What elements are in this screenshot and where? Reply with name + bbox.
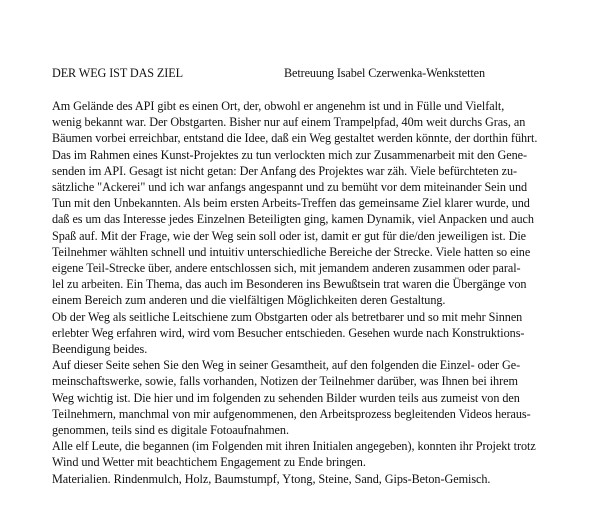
text-line: Am Gelände des API gibt es einen Ort, der, obwohl er angenehm ist und in Fülle und Vielfalt, bbox=[52, 99, 505, 113]
text-line: senden im API. Gesagt ist nicht getan: Der Anfang des Projektes war zäh. Viele befürchteten zu- bbox=[52, 163, 518, 178]
text-line: Wind und Wetter mit beachtichem Engagement zu Ende bringen. bbox=[52, 455, 366, 470]
text-line: Das im Rahmen eines Kunst-Projektes zu tun verlockten mich zur Zusammenarbeit mit den Gene- bbox=[52, 147, 528, 162]
body-text bbox=[52, 98, 572, 487]
document-title: DER WEG IST DAS ZIEL bbox=[52, 66, 183, 80]
text-line: Alle elf Leute, die begannen (im Folgenden mit ihren Initialen angegeben), konnten ihr Projekt trotz bbox=[52, 439, 536, 454]
text-line: Weg wichtig ist. Die hier und im folgenden zu sehenden Bilder wurden teils aus zumeist von den bbox=[52, 390, 520, 405]
text-line: daß es um das Interesse jedes Einzelnen Beteiligten ging, kamen Dynamik, viel Anpacken und auch bbox=[52, 212, 534, 227]
text-line: wenig bekannt war. Der Obstgarten. Bisher nur auf einem Trampelpfad, 40m weit durchs Gras, an bbox=[52, 115, 526, 130]
text-line: sätzliche "Ackerei" und ich war anfangs angespannt und zu bemüht vor dem miteinander Sein und bbox=[52, 180, 528, 195]
text-line: Ob der Weg als seitliche Leitschiene zum Obstgarten oder als betretbarer und so mit mehr Sinnen bbox=[52, 309, 523, 324]
text-line: Spaß auf. Mit der Frage, wie der Weg sein soll oder ist, damit er gut für die/den jeweiligen ist. Die bbox=[52, 228, 527, 243]
text-line: Bäumen vorbei erreichbar, entstand die Idee, daß ein Weg gestaltet werden könnte, der dorthin führt. bbox=[52, 131, 538, 146]
text-line: Teilnehmern, manchmal von mir aufgenommenen, den Arbeitsprozess begleitenden Videos heraus- bbox=[52, 406, 531, 421]
text-line: meinschaftswerke, sowie, falls vorhanden, Notizen der Teilnehmer darüber, was Ihnen bei ihrem bbox=[52, 374, 518, 389]
supervision-credit: Betreuung Isabel Czerwenka-Wenkstetten bbox=[284, 66, 485, 80]
text-line: Materialien. Rindenmulch, Holz, Baumstumpf, Ytong, Steine, Sand, Gips-Beton-Gemisch. bbox=[52, 471, 491, 486]
text-line: lel zu arbeiten. Ein Thema, das auch im Besonderen ins Bewußtsein trat waren die Übergänge von bbox=[52, 277, 527, 292]
text-line: erlebter Weg erfahren wird, wird vom Besucher entschieden. Gesehen wurde nach Konstruktions- bbox=[52, 325, 525, 340]
text-line: Auf dieser Seite sehen Sie den Weg in seiner Gesamtheit, auf den folgenden die Einzel- oder Ge- bbox=[52, 358, 521, 373]
text-line: Tun mit den Unbekannten. Als beim ersten Arbeits-Treffen das gemeinsame Ziel klarer wurde, und bbox=[52, 196, 530, 211]
text-line: Teilnehmer wählten schnell und intuitiv unterschiedliche Bereiche der Strecke. Viele hatten so eine bbox=[52, 244, 531, 259]
text-line: eigene Teil-Strecke über, andere entschlossen sich, mit jemandem anderen zusammen oder paral- bbox=[52, 261, 521, 276]
text-line: genommen, teils sind es digitale Fotoaufnahmen. bbox=[52, 423, 289, 438]
text-line: Beendigung beides. bbox=[52, 342, 148, 357]
text-line: einem Bereich zum anderen und die vielfältigen Möglichkeiten deren Gestaltung. bbox=[52, 293, 446, 308]
